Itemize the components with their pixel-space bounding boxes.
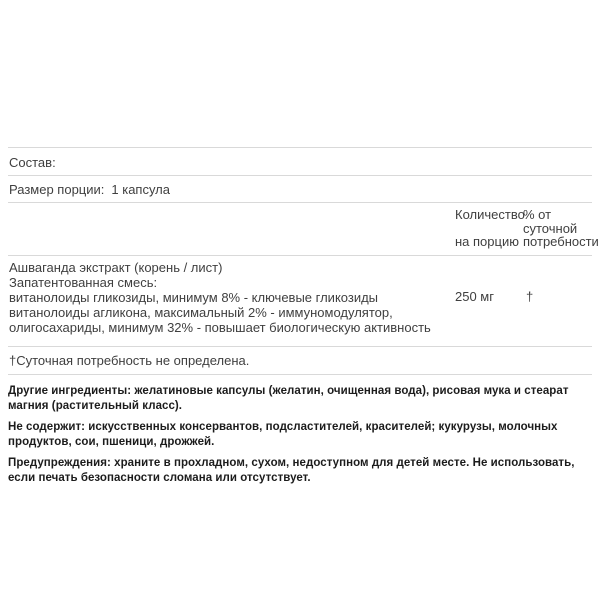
serving-size-value: 1 капсула <box>111 182 170 197</box>
footnote-row <box>8 346 592 375</box>
footnote-text: †Суточная потребность не определена. <box>9 353 250 368</box>
serving-size-label: Размер порции: <box>9 182 105 197</box>
dv-header-line2: суточной <box>523 220 578 236</box>
dv-header-line1: % от <box>523 207 552 222</box>
blend-description: витанолоиды гликозиды, минимум 8% - ключевые гликозиды витанолоиды агликона, максимальный 2% - иммуномодулятор, олигосахариды, минимум 32% - повышает биологическую активность <box>9 290 431 335</box>
composition-label: Состав: <box>9 155 56 170</box>
warnings-paragraph: Предупреждения: храните в прохладном, сухом, недоступном для детей месте. Не использовать, если печать безопасности сломана или отсутствует. <box>8 457 575 484</box>
composition-row <box>8 147 592 175</box>
other-ingredients-paragraph: Другие ингредиенты: желатиновые капсулы (желатин, очищенная вода), рисовая мука и стеарат магния (растительный класс). <box>8 385 569 412</box>
info-paragraphs <box>8 384 592 485</box>
serving-size-row <box>8 175 592 202</box>
daily-value-header <box>523 208 599 249</box>
ingredient-row <box>8 255 592 346</box>
blend-title: Запатентованная смесь: <box>9 275 158 290</box>
ingredient-name: Ашваганда экстракт (корень / лист) <box>9 260 223 275</box>
amount-header-line1: Количество <box>455 207 525 222</box>
dv-header-line3: потребности <box>523 234 599 249</box>
does-not-contain-paragraph: Не содержит: искусственных консервантов, подсластителей, красителей; кукурузы, молочных продуктов, сои, пшеници, дрожжей. <box>8 421 558 448</box>
amounts-header-row <box>8 202 599 255</box>
ingredient-text-block <box>9 260 461 335</box>
ingredient-amount: 250 мг <box>455 289 494 304</box>
supplement-facts-panel <box>8 147 599 492</box>
amount-header-line2: на порцию <box>455 234 519 249</box>
ingredient-daily-value-dagger: † <box>526 289 534 304</box>
amount-per-serving-header <box>455 208 525 249</box>
